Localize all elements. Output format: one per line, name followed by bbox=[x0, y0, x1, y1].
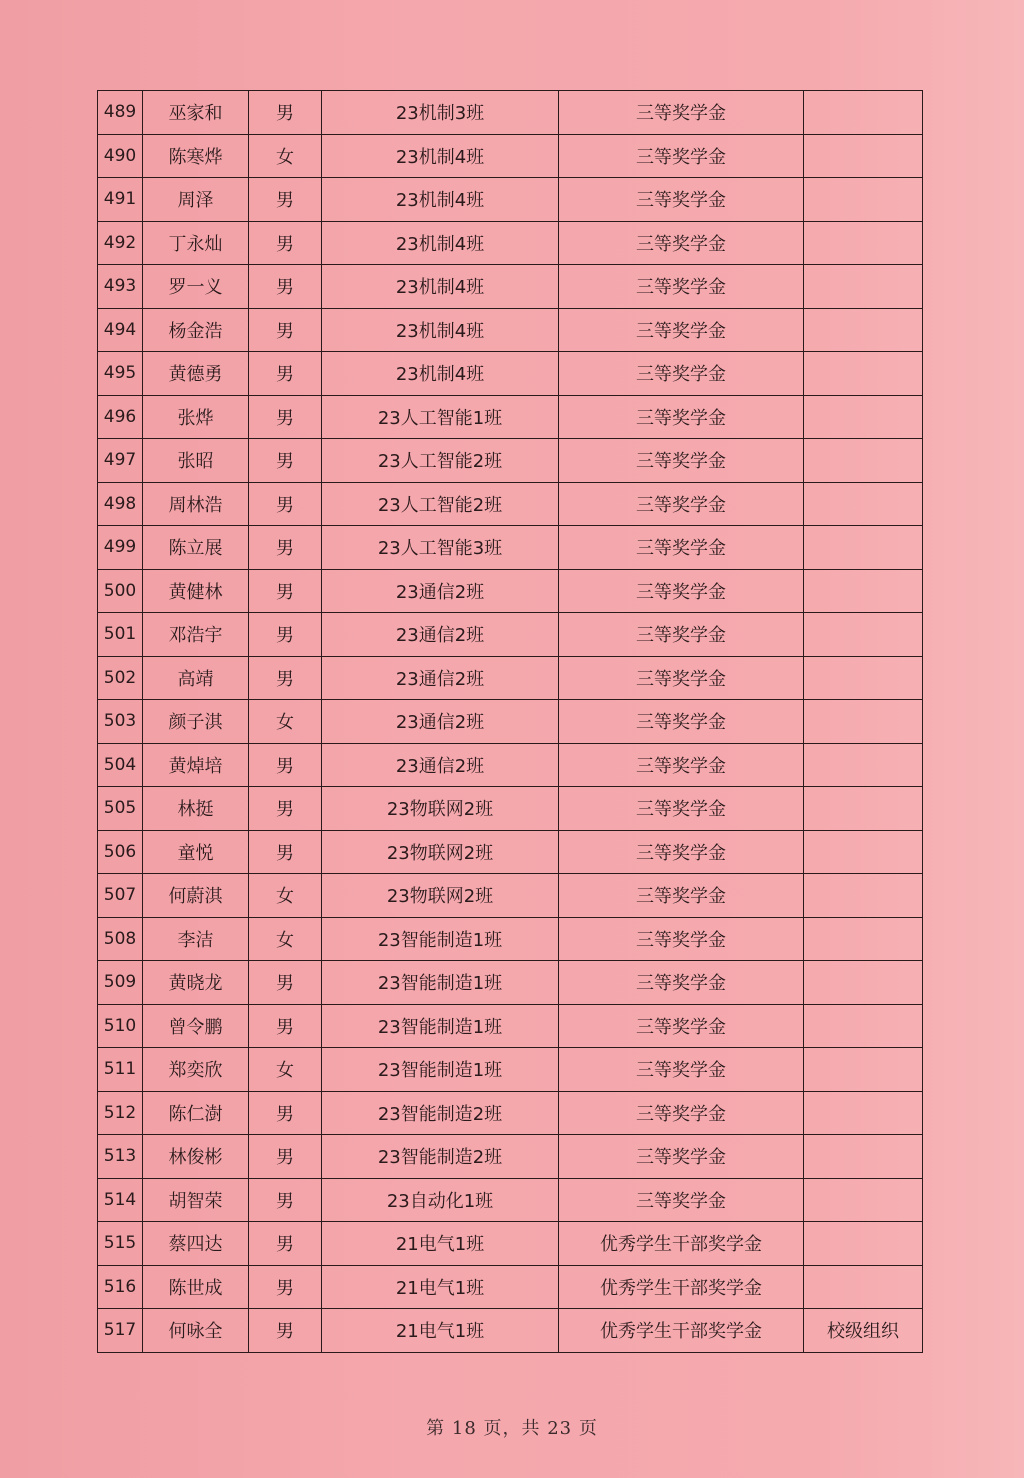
gender-cell: 男 bbox=[249, 526, 322, 570]
gender-cell: 男 bbox=[249, 656, 322, 700]
remark-cell bbox=[804, 787, 923, 831]
remark-cell bbox=[804, 1178, 923, 1222]
award-type-cell: 三等奖学金 bbox=[559, 700, 804, 744]
table-row bbox=[98, 1091, 923, 1135]
row-number-cell: 498 bbox=[98, 482, 143, 526]
remark-cell bbox=[804, 395, 923, 439]
gender-cell: 女 bbox=[249, 700, 322, 744]
award-type-cell: 三等奖学金 bbox=[559, 613, 804, 657]
award-type-cell: 优秀学生干部奖学金 bbox=[559, 1222, 804, 1266]
student-name-cell: 郑奕欣 bbox=[143, 1048, 249, 1092]
student-name-cell: 邓浩宇 bbox=[143, 613, 249, 657]
class-name-cell: 23通信2班 bbox=[322, 569, 559, 613]
table-row bbox=[98, 874, 923, 918]
remark-cell bbox=[804, 1004, 923, 1048]
student-name-cell: 巫家和 bbox=[143, 91, 249, 135]
student-name-cell: 周林浩 bbox=[143, 482, 249, 526]
student-name-cell: 童悦 bbox=[143, 830, 249, 874]
student-name-cell: 陈立展 bbox=[143, 526, 249, 570]
class-name-cell: 23人工智能2班 bbox=[322, 439, 559, 483]
gender-cell: 男 bbox=[249, 613, 322, 657]
class-name-cell: 23人工智能1班 bbox=[322, 395, 559, 439]
remark-cell bbox=[804, 917, 923, 961]
student-name-cell: 陈寒烨 bbox=[143, 134, 249, 178]
award-type-cell: 三等奖学金 bbox=[559, 961, 804, 1005]
row-number-cell: 510 bbox=[98, 1004, 143, 1048]
class-name-cell: 23人工智能3班 bbox=[322, 526, 559, 570]
row-number-cell: 508 bbox=[98, 917, 143, 961]
student-name-cell: 丁永灿 bbox=[143, 221, 249, 265]
student-name-cell: 黄德勇 bbox=[143, 352, 249, 396]
row-number-cell: 515 bbox=[98, 1222, 143, 1266]
table-row bbox=[98, 91, 923, 135]
table-row bbox=[98, 569, 923, 613]
class-name-cell: 23通信2班 bbox=[322, 700, 559, 744]
row-number-cell: 489 bbox=[98, 91, 143, 135]
award-type-cell: 三等奖学金 bbox=[559, 874, 804, 918]
row-number-cell: 492 bbox=[98, 221, 143, 265]
gender-cell: 女 bbox=[249, 874, 322, 918]
remark-cell bbox=[804, 526, 923, 570]
remark-cell bbox=[804, 874, 923, 918]
row-number-cell: 495 bbox=[98, 352, 143, 396]
table-row bbox=[98, 134, 923, 178]
scholarship-table bbox=[97, 90, 923, 1353]
award-type-cell: 三等奖学金 bbox=[559, 352, 804, 396]
table-row bbox=[98, 917, 923, 961]
row-number-cell: 502 bbox=[98, 656, 143, 700]
table-row bbox=[98, 439, 923, 483]
gender-cell: 男 bbox=[249, 1004, 322, 1048]
table-row bbox=[98, 178, 923, 222]
table-row bbox=[98, 1309, 923, 1353]
class-name-cell: 23机制4班 bbox=[322, 308, 559, 352]
row-number-cell: 511 bbox=[98, 1048, 143, 1092]
student-name-cell: 林挺 bbox=[143, 787, 249, 831]
class-name-cell: 21电气1班 bbox=[322, 1222, 559, 1266]
class-name-cell: 21电气1班 bbox=[322, 1265, 559, 1309]
class-name-cell: 23机制4班 bbox=[322, 221, 559, 265]
gender-cell: 男 bbox=[249, 1222, 322, 1266]
gender-cell: 男 bbox=[249, 308, 322, 352]
row-number-cell: 500 bbox=[98, 569, 143, 613]
table-row bbox=[98, 395, 923, 439]
gender-cell: 男 bbox=[249, 1265, 322, 1309]
award-type-cell: 三等奖学金 bbox=[559, 1091, 804, 1135]
table-row bbox=[98, 482, 923, 526]
table-row bbox=[98, 656, 923, 700]
student-name-cell: 林俊彬 bbox=[143, 1135, 249, 1179]
student-name-cell: 高靖 bbox=[143, 656, 249, 700]
award-type-cell: 三等奖学金 bbox=[559, 1048, 804, 1092]
table-row bbox=[98, 352, 923, 396]
remark-cell bbox=[804, 134, 923, 178]
gender-cell: 男 bbox=[249, 221, 322, 265]
award-type-cell: 三等奖学金 bbox=[559, 526, 804, 570]
table-row bbox=[98, 1048, 923, 1092]
row-number-cell: 493 bbox=[98, 265, 143, 309]
class-name-cell: 23智能制造2班 bbox=[322, 1135, 559, 1179]
table-row bbox=[98, 961, 923, 1005]
remark-cell bbox=[804, 352, 923, 396]
class-name-cell: 23通信2班 bbox=[322, 613, 559, 657]
remark-cell bbox=[804, 1222, 923, 1266]
row-number-cell: 509 bbox=[98, 961, 143, 1005]
row-number-cell: 504 bbox=[98, 743, 143, 787]
class-name-cell: 23智能制造1班 bbox=[322, 917, 559, 961]
remark-cell bbox=[804, 1091, 923, 1135]
remark-cell bbox=[804, 830, 923, 874]
class-name-cell: 23机制3班 bbox=[322, 91, 559, 135]
class-name-cell: 23机制4班 bbox=[322, 352, 559, 396]
row-number-cell: 496 bbox=[98, 395, 143, 439]
award-type-cell: 三等奖学金 bbox=[559, 265, 804, 309]
student-name-cell: 何咏全 bbox=[143, 1309, 249, 1353]
row-number-cell: 497 bbox=[98, 439, 143, 483]
gender-cell: 男 bbox=[249, 1091, 322, 1135]
student-name-cell: 周泽 bbox=[143, 178, 249, 222]
student-name-cell: 李洁 bbox=[143, 917, 249, 961]
table-row bbox=[98, 787, 923, 831]
remark-cell bbox=[804, 700, 923, 744]
remark-cell bbox=[804, 308, 923, 352]
gender-cell: 男 bbox=[249, 178, 322, 222]
student-name-cell: 黄焯培 bbox=[143, 743, 249, 787]
student-name-cell: 曾令鹏 bbox=[143, 1004, 249, 1048]
class-name-cell: 23智能制造2班 bbox=[322, 1091, 559, 1135]
row-number-cell: 490 bbox=[98, 134, 143, 178]
table-row bbox=[98, 1004, 923, 1048]
page-footer: 第 18 页，共 23 页 bbox=[426, 1418, 598, 1439]
gender-cell: 男 bbox=[249, 482, 322, 526]
award-type-cell: 优秀学生干部奖学金 bbox=[559, 1265, 804, 1309]
table-row bbox=[98, 613, 923, 657]
award-type-cell: 优秀学生干部奖学金 bbox=[559, 1309, 804, 1353]
table-body bbox=[98, 91, 923, 1353]
student-name-cell: 蔡四达 bbox=[143, 1222, 249, 1266]
student-name-cell: 陈世成 bbox=[143, 1265, 249, 1309]
gender-cell: 男 bbox=[249, 439, 322, 483]
table-row bbox=[98, 1178, 923, 1222]
gender-cell: 男 bbox=[249, 395, 322, 439]
remark-cell bbox=[804, 1135, 923, 1179]
student-name-cell: 罗一义 bbox=[143, 265, 249, 309]
class-name-cell: 23通信2班 bbox=[322, 656, 559, 700]
table-row bbox=[98, 743, 923, 787]
gender-cell: 男 bbox=[249, 1309, 322, 1353]
class-name-cell: 23物联网2班 bbox=[322, 830, 559, 874]
remark-cell bbox=[804, 178, 923, 222]
remark-cell bbox=[804, 743, 923, 787]
gender-cell: 男 bbox=[249, 352, 322, 396]
class-name-cell: 23智能制造1班 bbox=[322, 1048, 559, 1092]
gender-cell: 男 bbox=[249, 265, 322, 309]
remark-cell bbox=[804, 569, 923, 613]
remark-cell bbox=[804, 1048, 923, 1092]
remark-cell bbox=[804, 656, 923, 700]
award-type-cell: 三等奖学金 bbox=[559, 569, 804, 613]
remark-cell: 校级组织 bbox=[804, 1309, 923, 1353]
table-row bbox=[98, 221, 923, 265]
class-name-cell: 23机制4班 bbox=[322, 178, 559, 222]
row-number-cell: 513 bbox=[98, 1135, 143, 1179]
gender-cell: 男 bbox=[249, 569, 322, 613]
table-row bbox=[98, 1222, 923, 1266]
award-type-cell: 三等奖学金 bbox=[559, 91, 804, 135]
gender-cell: 男 bbox=[249, 961, 322, 1005]
student-name-cell: 黄晓龙 bbox=[143, 961, 249, 1005]
remark-cell bbox=[804, 482, 923, 526]
class-name-cell: 21电气1班 bbox=[322, 1309, 559, 1353]
gender-cell: 男 bbox=[249, 830, 322, 874]
award-type-cell: 三等奖学金 bbox=[559, 178, 804, 222]
remark-cell bbox=[804, 221, 923, 265]
award-type-cell: 三等奖学金 bbox=[559, 308, 804, 352]
gender-cell: 男 bbox=[249, 743, 322, 787]
table-row bbox=[98, 700, 923, 744]
student-name-cell: 杨金浩 bbox=[143, 308, 249, 352]
row-number-cell: 503 bbox=[98, 700, 143, 744]
row-number-cell: 501 bbox=[98, 613, 143, 657]
award-type-cell: 三等奖学金 bbox=[559, 395, 804, 439]
student-name-cell: 黄健林 bbox=[143, 569, 249, 613]
award-type-cell: 三等奖学金 bbox=[559, 1135, 804, 1179]
award-type-cell: 三等奖学金 bbox=[559, 1004, 804, 1048]
student-name-cell: 张烨 bbox=[143, 395, 249, 439]
gender-cell: 男 bbox=[249, 787, 322, 831]
class-name-cell: 23机制4班 bbox=[322, 265, 559, 309]
gender-cell: 男 bbox=[249, 1178, 322, 1222]
row-number-cell: 517 bbox=[98, 1309, 143, 1353]
class-name-cell: 23物联网2班 bbox=[322, 787, 559, 831]
award-type-cell: 三等奖学金 bbox=[559, 439, 804, 483]
row-number-cell: 499 bbox=[98, 526, 143, 570]
table-row bbox=[98, 830, 923, 874]
remark-cell bbox=[804, 961, 923, 1005]
gender-cell: 男 bbox=[249, 1135, 322, 1179]
row-number-cell: 507 bbox=[98, 874, 143, 918]
class-name-cell: 23智能制造1班 bbox=[322, 1004, 559, 1048]
student-name-cell: 颜子淇 bbox=[143, 700, 249, 744]
remark-cell bbox=[804, 265, 923, 309]
table-row bbox=[98, 1265, 923, 1309]
class-name-cell: 23自动化1班 bbox=[322, 1178, 559, 1222]
remark-cell bbox=[804, 439, 923, 483]
student-name-cell: 张昭 bbox=[143, 439, 249, 483]
class-name-cell: 23智能制造1班 bbox=[322, 961, 559, 1005]
row-number-cell: 491 bbox=[98, 178, 143, 222]
row-number-cell: 512 bbox=[98, 1091, 143, 1135]
student-name-cell: 胡智荣 bbox=[143, 1178, 249, 1222]
student-name-cell: 陈仁澍 bbox=[143, 1091, 249, 1135]
class-name-cell: 23人工智能2班 bbox=[322, 482, 559, 526]
remark-cell bbox=[804, 91, 923, 135]
table-row bbox=[98, 1135, 923, 1179]
row-number-cell: 506 bbox=[98, 830, 143, 874]
gender-cell: 男 bbox=[249, 91, 322, 135]
gender-cell: 女 bbox=[249, 1048, 322, 1092]
gender-cell: 女 bbox=[249, 134, 322, 178]
award-type-cell: 三等奖学金 bbox=[559, 743, 804, 787]
table-row bbox=[98, 526, 923, 570]
award-type-cell: 三等奖学金 bbox=[559, 830, 804, 874]
remark-cell bbox=[804, 613, 923, 657]
row-number-cell: 516 bbox=[98, 1265, 143, 1309]
table-row bbox=[98, 265, 923, 309]
row-number-cell: 494 bbox=[98, 308, 143, 352]
row-number-cell: 514 bbox=[98, 1178, 143, 1222]
class-name-cell: 23机制4班 bbox=[322, 134, 559, 178]
award-type-cell: 三等奖学金 bbox=[559, 917, 804, 961]
remark-cell bbox=[804, 1265, 923, 1309]
table-row bbox=[98, 308, 923, 352]
class-name-cell: 23物联网2班 bbox=[322, 874, 559, 918]
award-type-cell: 三等奖学金 bbox=[559, 787, 804, 831]
class-name-cell: 23通信2班 bbox=[322, 743, 559, 787]
award-type-cell: 三等奖学金 bbox=[559, 1178, 804, 1222]
award-type-cell: 三等奖学金 bbox=[559, 134, 804, 178]
award-type-cell: 三等奖学金 bbox=[559, 221, 804, 265]
gender-cell: 女 bbox=[249, 917, 322, 961]
award-type-cell: 三等奖学金 bbox=[559, 482, 804, 526]
row-number-cell: 505 bbox=[98, 787, 143, 831]
student-name-cell: 何蔚淇 bbox=[143, 874, 249, 918]
award-type-cell: 三等奖学金 bbox=[559, 656, 804, 700]
